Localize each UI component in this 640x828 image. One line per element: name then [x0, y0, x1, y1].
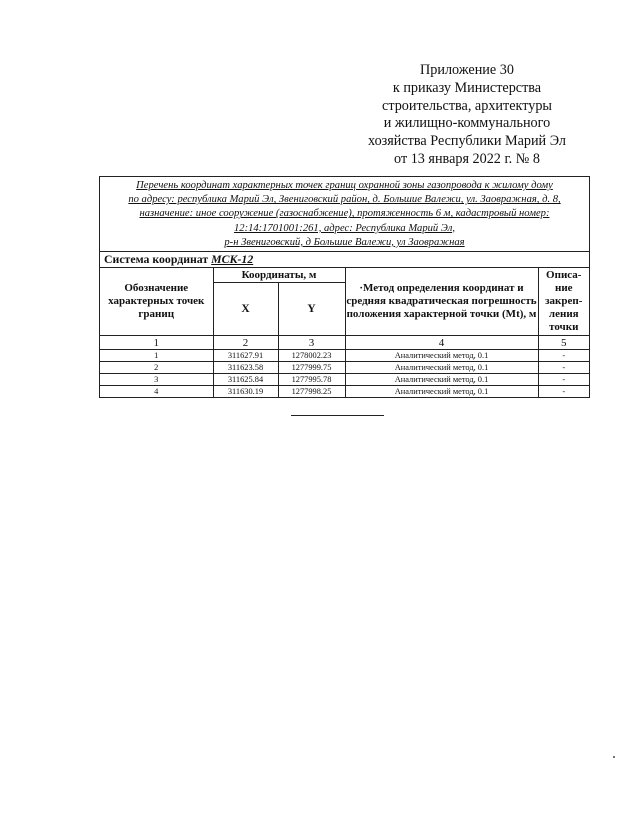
cell-y: 1278002.23 [278, 350, 345, 362]
coordinate-system-row [100, 252, 589, 268]
cell-fix: - [538, 362, 589, 374]
cell-fix: - [538, 386, 589, 398]
appendix-line: Приложение 30 [420, 62, 514, 78]
header-x: X [213, 283, 278, 336]
cell-x: 311625.84 [213, 374, 278, 386]
coordinate-system-code: МСК-12 [211, 252, 254, 267]
header-coords: Координаты, м [213, 268, 345, 283]
cell-method: Аналитический метод, 0.1 [345, 386, 538, 398]
header-method: ·Метод определения координат и средняя квадратическая погрешность положения характерной точки (Mt), м [345, 268, 538, 336]
cell-y: 1277998.25 [278, 386, 345, 398]
cell-fix: - [538, 350, 589, 362]
appendix-line: от 13 января 2022 г. № 8 [394, 150, 540, 167]
cell-point: 3 [100, 374, 213, 386]
caption-line: по адресу: республика Марий Эл, Звениговский район, д. Большие Валежи, ул. Заовражная, д. 8, [128, 194, 561, 206]
cell-method: Аналитический метод, 0.1 [345, 350, 538, 362]
end-divider [291, 415, 384, 416]
cell-y: 1277999.75 [278, 362, 345, 374]
appendix-header [340, 62, 594, 169]
caption-line: назначение: иное сооружение (газоснабжение), протяженность 6 м, кадастровый номер: [139, 208, 550, 220]
table-row [100, 374, 589, 386]
coordinate-system-label: Система координат [104, 252, 209, 267]
appendix-line: к приказу Министерства [392, 79, 542, 96]
cell-point: 2 [100, 362, 213, 374]
cell-y: 1277995.78 [278, 374, 345, 386]
column-number-row [100, 336, 589, 350]
column-number: 5 [538, 336, 589, 350]
table-row [100, 386, 589, 398]
cell-method: Аналитический метод, 0.1 [345, 374, 538, 386]
appendix-line: строительства, архитектуры [382, 97, 552, 114]
cell-x: 311627.91 [213, 350, 278, 362]
coordinates-sheet [99, 176, 590, 398]
caption-line: р-н Звениговский, д Большие Валежи, ул Заовражная [224, 236, 465, 248]
coordinates-table [100, 252, 589, 397]
cell-point: 4 [100, 386, 213, 398]
table-caption [100, 177, 589, 252]
caption-line: 12:14:1701001:261, адрес: Республика Марий Эл, [233, 222, 456, 234]
table-row [100, 350, 589, 362]
cell-fix: - [538, 374, 589, 386]
header-row [100, 268, 589, 283]
header-fix: Описа-ние закреп-ления точки [538, 268, 589, 336]
column-number: 4 [345, 336, 538, 350]
header-y: Y [278, 283, 345, 336]
appendix-line: хозяйства Республики Марий Эл [368, 133, 566, 150]
scan-speck [613, 756, 615, 758]
coordinate-system-cell [100, 252, 589, 268]
header-point: Обозначение характерных точек границ [100, 268, 213, 336]
cell-x: 311630.19 [213, 386, 278, 398]
column-number: 3 [278, 336, 345, 350]
column-number: 1 [100, 336, 213, 350]
cell-method: Аналитический метод, 0.1 [345, 362, 538, 374]
table-row [100, 362, 589, 374]
column-number: 2 [213, 336, 278, 350]
appendix-line: и жилищно-коммунального [383, 115, 551, 132]
cell-point: 1 [100, 350, 213, 362]
cell-x: 311623.58 [213, 362, 278, 374]
caption-line: Перечень координат характерных точек границ охранной зоны газопровода к жилому дому [136, 180, 553, 191]
